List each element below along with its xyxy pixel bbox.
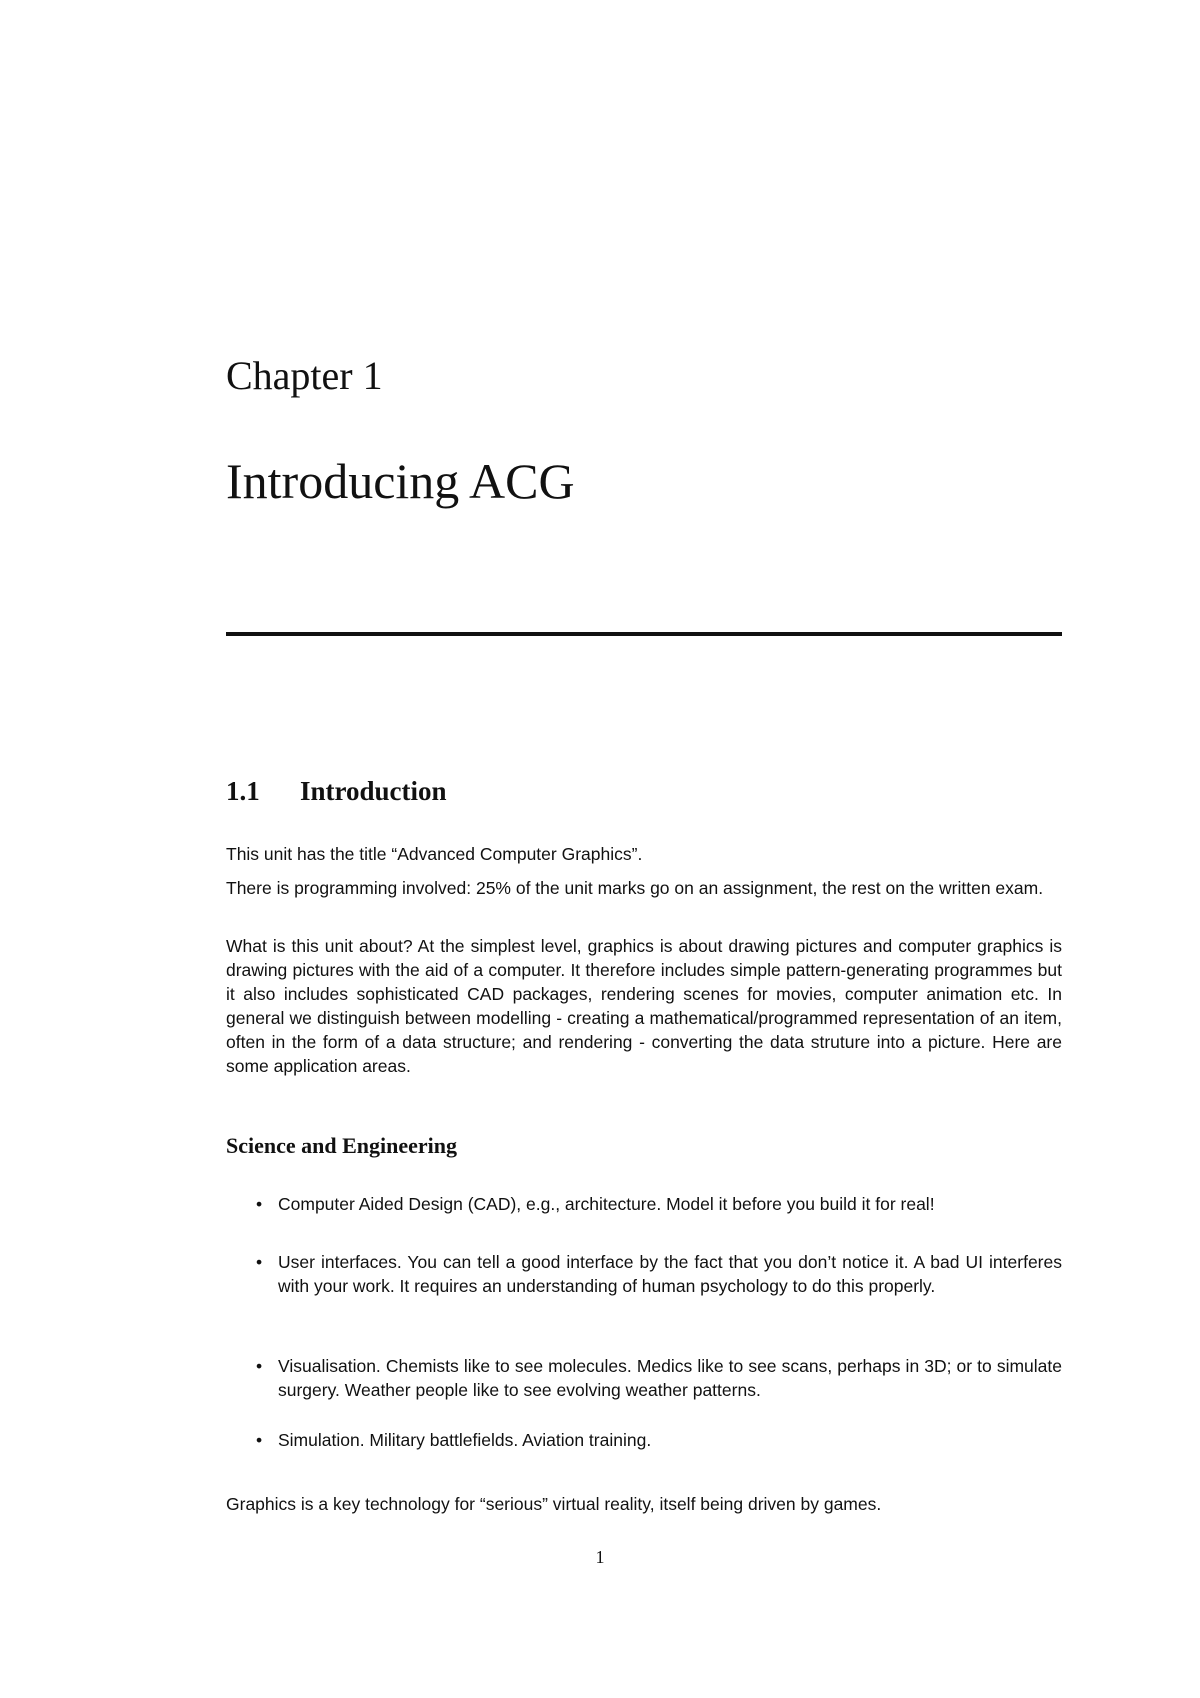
list-item xyxy=(256,1192,1062,1216)
paragraph-unit-about: What is this unit about? At the simplest level, graphics is about drawing pictures and computer graphics is drawing pictures with the aid of a computer. It therefore includes simple pattern-generating programmes but it also includes sophisticated CAD packages, rendering scenes for movies, computer animation etc. In general we distinguish between modelling - creating a mathematical/programmed representation of an item, often in the form of a data structure; and rendering - converting the data struture into a picture. Here are some application areas. xyxy=(226,936,1062,1076)
list-item xyxy=(256,1354,1062,1402)
chapter-label: Chapter 1 xyxy=(226,353,383,398)
section-title: Introduction xyxy=(300,776,447,806)
bullet-icon: • xyxy=(256,1356,263,1376)
page-number: 1 xyxy=(595,1547,605,1567)
bullet-icon: • xyxy=(256,1252,263,1272)
section-number: 1.1 xyxy=(226,776,260,806)
list-item xyxy=(256,1250,1062,1298)
list-item-text: Simulation. Military battlefields. Aviation training. xyxy=(278,1430,652,1450)
paragraph-title-note: This unit has the title “Advanced Computer Graphics”. xyxy=(226,844,643,864)
subsection-heading: Science and Engineering xyxy=(226,1133,458,1158)
list-item-text: Visualisation. Chemists like to see molecules. Medics like to see scans, perhaps in 3D; or to simulate surgery. Weather people like to see evolving weather patterns. xyxy=(278,1356,1062,1400)
chapter-divider xyxy=(226,632,1062,636)
list-item xyxy=(256,1428,1062,1452)
list-item-text: User interfaces. You can tell a good interface by the fact that you don’t notice it. A bad UI interferes with your work. It requires an understanding of human psychology to do this properly. xyxy=(278,1252,1062,1296)
section-heading xyxy=(226,774,447,808)
bullet-icon: • xyxy=(256,1194,263,1214)
bullet-icon: • xyxy=(256,1430,263,1450)
list-item-text: Computer Aided Design (CAD), e.g., architecture. Model it before you build it for real! xyxy=(278,1194,935,1214)
chapter-title: Introducing ACG xyxy=(226,453,575,509)
paragraph-closing: Graphics is a key technology for “serious” virtual reality, itself being driven by games. xyxy=(226,1494,882,1514)
paragraph-programming: There is programming involved: 25% of the unit marks go on an assignment, the rest on the written exam. xyxy=(226,878,1044,898)
